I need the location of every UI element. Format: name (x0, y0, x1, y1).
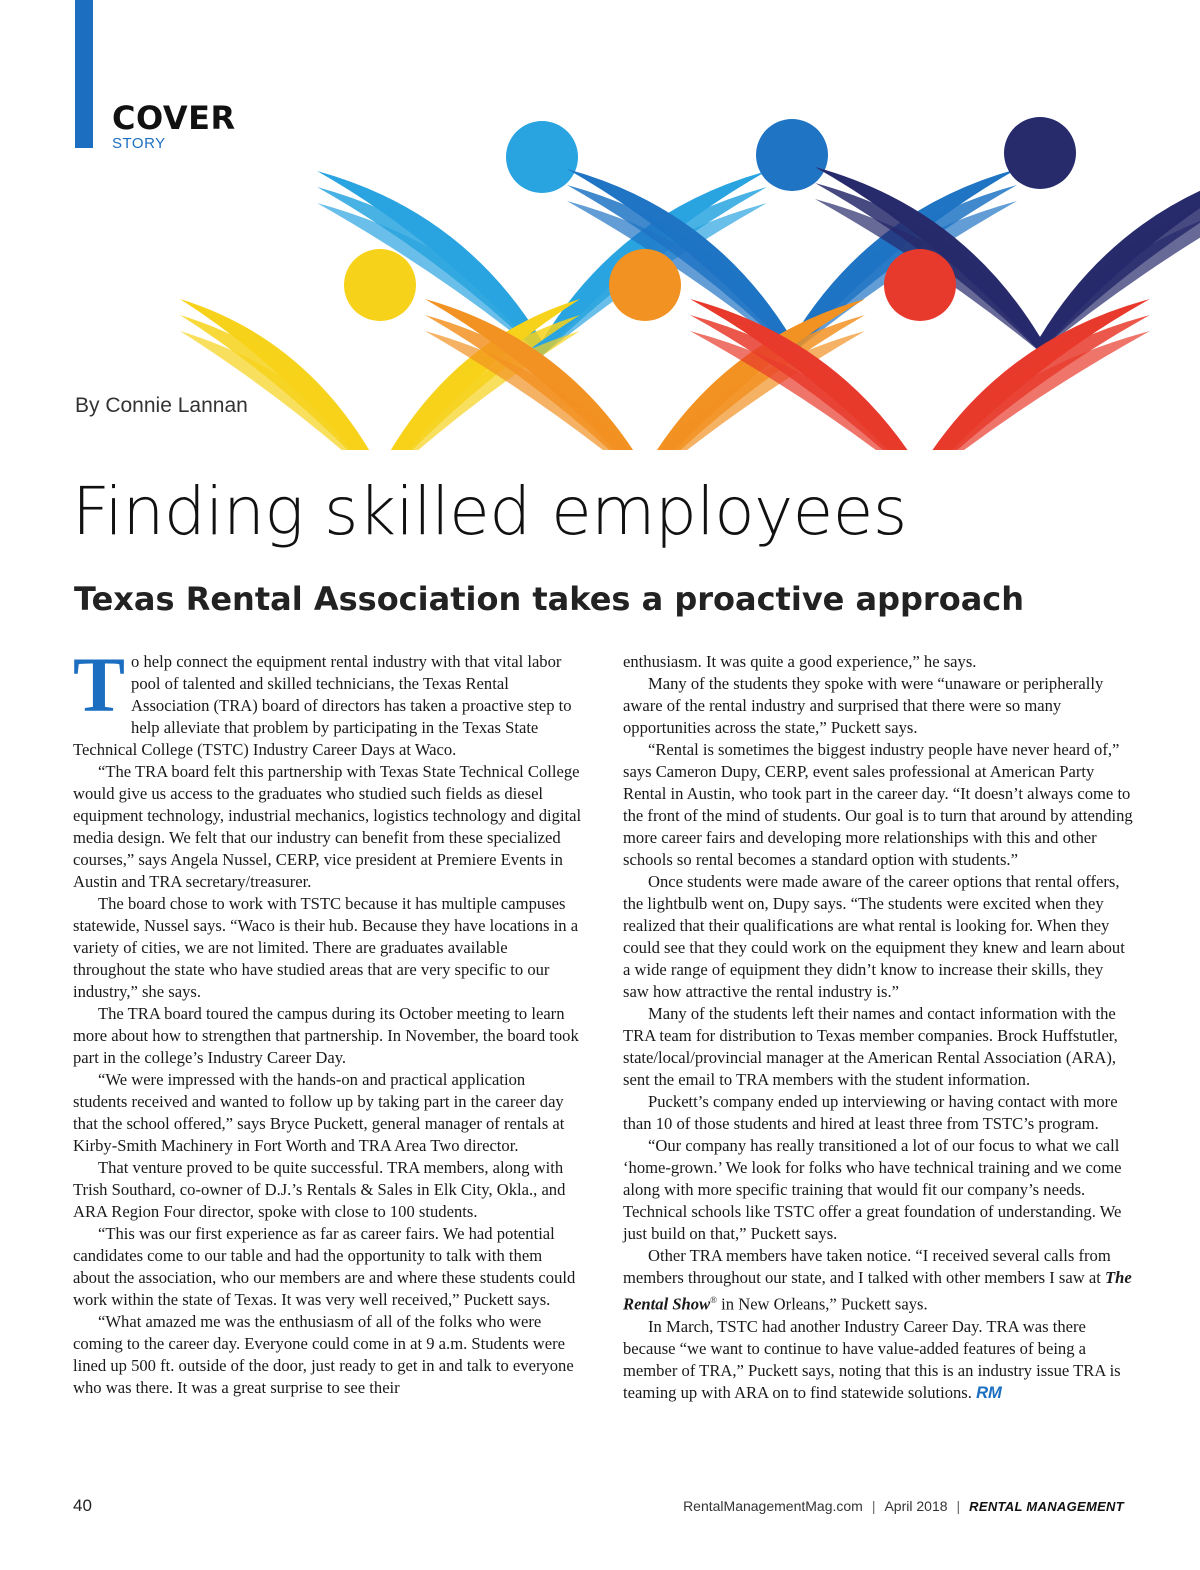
end-mark: RM (976, 1382, 1002, 1402)
byline: By Connie Lannan (75, 394, 248, 417)
section-subtitle: STORY (112, 135, 166, 152)
article-paragraph: The board chose to work with TSTC because it has multiple campuses statewide, Nussel says. “Waco is their hub. Because they have locations in a variety of cities, we are not limited. There are graduates available throughout the state who have studied areas that are very specific to our industry,” she says. (73, 894, 579, 1001)
footer-separator: | (956, 1498, 961, 1514)
article-paragraph: “We were impressed with the hands-on and practical application students received and wanted to follow up by taking part in the career day that the school offered,” says Bryce Puckett, general manager of rentals at Kirby-Smith Machinery in Fort Worth and TRA Area Two director. (73, 1070, 565, 1155)
page-number: 40 (73, 1496, 92, 1515)
article-paragraph: “Rental is sometimes the biggest industry people have never heard of,” says Cameron Dupy, CERP, event sales professional at American Party Rental in Austin, who took part in the career day. “It doesn’t always come to the front of the mind of students. Our goal is to turn that around by attending more career fairs and developing more relationships with this and other schools so rental becomes a standard option with students.” (623, 740, 1133, 869)
footer-issue: April 2018 (884, 1498, 948, 1514)
paragraph-text: in New Orleans,” Puckett says. (717, 1294, 928, 1314)
footer-separator: | (871, 1498, 876, 1514)
article-paragraph: Once students were made aware of the career options that rental offers, the lightbulb went on, Dupy says. “The students were excited when they realized that their qualifications are what rental is looking for. When they could see that they could work on the equipment they knew and learn about a wide range of equipment they didn’t know to increase their skills, they saw how attractive the rental industry is.” (623, 872, 1125, 1001)
article-paragraph: Puckett’s company ended up interviewing or having contact with more than 10 of those students and hired at least three from TSTC’s program. (623, 1092, 1118, 1133)
article-paragraph: That venture proved to be quite successful. TRA members, along with Trish Southard, co-owner of D.J.’s Rentals & Sales in Elk City, Okla., and ARA Region Four director, spoke with close to 100 students. (73, 1158, 566, 1221)
figure-red (690, 249, 1150, 450)
article-paragraph: Many of the students they spoke with were “unaware or peripherally aware of the rental industry and surprised that there were so many opportunities across the state,” Puckett says. (623, 674, 1104, 737)
article-paragraph (623, 1316, 1133, 1404)
section-title: COVER (112, 99, 236, 137)
rental-show-name: The Rental Show (623, 1268, 1132, 1314)
figure-head (609, 249, 681, 321)
paragraph-text: In March, TSTC had another Industry Career Day. TRA was there because “we want to continue to have value-added features of being a member of TRA,” Puckett says, noting that this is an industry issue TRA is teaming up with ARA on to find statewide solutions. (623, 1316, 1121, 1402)
figure-head (344, 249, 416, 321)
article-paragraph: “What amazed me was the enthusiasm of all of the folks who were coming to the career day. Everyone could come in at 9 a.m. Students were lined up 500 ft. outside of the door, just ready to get in and talk to everyone who was there. It was a great surprise to see their (73, 1312, 574, 1397)
figure-head (1004, 117, 1076, 189)
article-paragraph (73, 641, 583, 761)
article-paragraph (623, 1245, 1133, 1316)
registered-mark: ® (710, 1295, 717, 1305)
article-paragraph: enthusiasm. It was quite a good experience,” he says. (623, 652, 977, 671)
article-paragraph: Many of the students left their names and contact information with the TRA team for distribution to Texas member companies. Brock Huffstutler, state/local/provincial manager at the American Rental Association (ARA), sent the email to TRA members with the student information. (623, 1004, 1118, 1089)
article-column-right (623, 651, 1133, 1404)
article-paragraph: “This was our first experience as far as career fairs. We had potential candidates come to our table and had the opportunity to talk with them about the association, who our members are and where these students could work within the state of Texas. It was very well received,” Puckett says. (73, 1224, 576, 1309)
figure-head (756, 119, 828, 191)
headline: Finding skilled employees (72, 473, 907, 550)
article-paragraph: “The TRA board felt this partnership with Texas State Technical College would give us access to the graduates who studied such fields as diesel equipment technology, industrial mechanics, logistics technology and digital media design. We felt that our industry can benefit from these specialized courses,” says Angela Nussel, CERP, vice president at Premiere Events in Austin and TRA secretary/treasurer. (73, 762, 582, 891)
footer-magazine: RENTAL MANAGEMENT (969, 1499, 1124, 1514)
section-accent-bar (75, 0, 93, 148)
deck-subheadline: Texas Rental Association takes a proactive approach (74, 580, 1025, 618)
footer-website: RentalManagementMag.com (683, 1498, 863, 1514)
article-paragraph: “Our company has really transitioned a lot of our focus to what we call ‘home-grown.’ We look for folks who have technical training and we come along with more specific training that would fit our company’s needs. Technical schools like TSTC offer a great foundation of understanding. We just build on that,” Puckett says. (623, 1136, 1122, 1243)
people-figures-illustration (180, 95, 1200, 450)
drop-cap: T (73, 641, 126, 728)
footer-info (683, 1498, 1124, 1514)
figure-navy (815, 117, 1200, 352)
article-column-left (73, 641, 583, 1399)
article-paragraph: The TRA board toured the campus during its October meeting to learn more about how to strengthen that partnership. In November, the board took part in the college’s Industry Career Day. (73, 1004, 579, 1067)
paragraph-text: o help connect the equipment rental industry with that vital labor pool of talented and skilled technicians, the Texas Rental Association (TRA) board of directors has taken a proactive step to help alleviate that problem by participating in the Texas State Technical College (TSTC) Industry Career Days at Waco. (73, 652, 572, 759)
figure-head (884, 249, 956, 321)
paragraph-text: Other TRA members have taken notice. “I received several calls from members throughout our state, and I talked with other members I saw at (623, 1246, 1111, 1287)
figure-head (506, 121, 578, 193)
